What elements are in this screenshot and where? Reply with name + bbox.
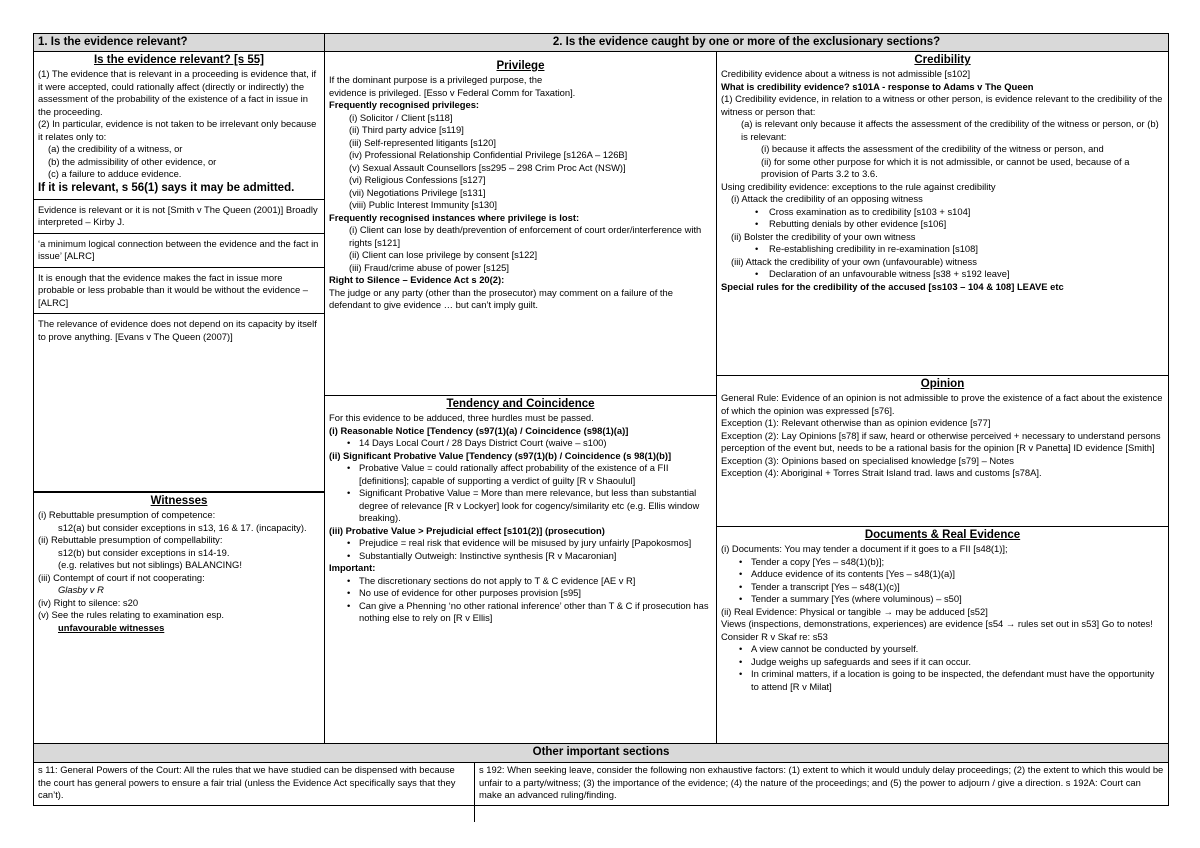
credibility-definition-i: (i) because it affects the assessment of the credibility of the witness or person, and bbox=[761, 143, 1104, 154]
privilege-section bbox=[324, 51, 717, 396]
credibility-definition: (1) Credibility evidence, in relation to a witness or other person, is evidence relevant to the credibility of the witness or person that: bbox=[721, 93, 1163, 117]
privilege-item: (i) Solicitor / Client [s118] bbox=[349, 111, 453, 123]
witness-contempt-case: Glasby v R bbox=[58, 584, 104, 595]
opinion-exception-3: Exception (3): Opinions based on specialised knowledge [s79] – Notes bbox=[721, 454, 1014, 466]
right-to-silence-text: The judge or any party (other than the prosecutor) may comment on a failure of the defendant to give evidence … but can’t imply guilt. bbox=[329, 286, 673, 310]
witness-compellability: (ii) Rebuttable presumption of compellability: bbox=[38, 534, 223, 545]
credibility-definition-ii: (ii) for some other purpose for which it is not admissible, or cannot be used, because of a provision of Parts 3.2 to 3.6. bbox=[761, 155, 1130, 179]
column-divider bbox=[474, 806, 475, 822]
documents-bullet: • Tender a copy [Yes – s48(1)(b)]; bbox=[721, 556, 1164, 569]
views-bullet: • In criminal matters, if a location is going to be inspected, the defendant must have the opportunity to attend [R v Milat] bbox=[721, 668, 1164, 693]
credibility-exception-2: (ii) Bolster the credibility of your own witness bbox=[731, 230, 916, 242]
privilege-item: (viii) Public Interest Immunity [s130] bbox=[349, 199, 497, 210]
witness-compellability-detail: s12(b) but consider exceptions in s14-19. bbox=[58, 546, 230, 558]
s55-item-c: (c) a failure to adduce evidence. bbox=[48, 168, 182, 179]
relevance-section bbox=[33, 51, 325, 492]
credibility-definition-a: (a) is relevant only because it affects the assessment of the credibility of the witness or person, or (b) is relevant: bbox=[741, 118, 1159, 142]
s56-admission-note: If it is relevant, s 56(1) says it may be admitted. bbox=[38, 181, 295, 194]
documents-bullet: • Adduce evidence of its contents [Yes – s48(1)(a)] bbox=[721, 568, 1164, 581]
tendency-hurdle-1: (i) Reasonable Notice [Tendency (s97(1)(a) / Coincidence (s98(1)(a)] bbox=[329, 424, 629, 436]
opinion-section bbox=[716, 375, 1169, 527]
witness-contempt: (iii) Contempt of court if not cooperating: bbox=[38, 571, 205, 583]
credibility-definition-title: What is credibility evidence? s101A - response to Adams v The Queen bbox=[721, 80, 1034, 92]
privilege-item: (vi) Religious Confessions [s127] bbox=[349, 174, 486, 185]
witness-examination: (v) See the rules relating to examination esp. bbox=[38, 609, 225, 620]
privilege-item: (vii) Negotiations Privilege [s131] bbox=[349, 186, 486, 198]
witness-competence-detail: s12(a) but consider exceptions in s13, 16 & 17. (incapacity). bbox=[58, 521, 307, 533]
credibility-exception-bullet: • Declaration of an unfavourable witness [s38 + s192 leave] bbox=[721, 268, 1164, 281]
credibility-rule: Credibility evidence about a witness is not admissible [s102] bbox=[721, 68, 971, 79]
tendency-intro: For this evidence to be adduced, three hurdles must be passed. bbox=[329, 412, 594, 423]
tendency-hurdle-3-bullet: • Substantially Outweigh: Instinctive synthesis [R v Macaronian] bbox=[329, 550, 712, 563]
documents-bullet: • Tender a transcript [Yes – s48(1)(c)] bbox=[721, 581, 1164, 594]
s192-section bbox=[474, 762, 1169, 806]
s55-item-a: (a) the credibility of a witness, or bbox=[48, 143, 183, 154]
documents-rule: (i) Documents: You may tender a document if it goes to a FII [s48(1)]; bbox=[721, 543, 1008, 554]
tendency-important-title: Important: bbox=[329, 562, 376, 573]
relevance-title: Is the evidence relevant? [s 55] bbox=[93, 54, 265, 66]
privilege-lost-item: (ii) Client can lose privilege by consent [s122] bbox=[349, 249, 538, 260]
real-evidence-rule: (ii) Real Evidence: Physical or tangible → may be adduced [s52] bbox=[721, 605, 988, 617]
witnesses-section bbox=[33, 492, 325, 744]
s11-text: s 11: General Powers of the Court: All the rules that we have studied can be dispensed with because the court has general powers to ensure a fair trial (unless the Evidence Act specifically says that they can’t). bbox=[38, 764, 456, 800]
credibility-exception-1: (i) Attack the credibility of an opposing witness bbox=[731, 193, 923, 204]
credibility-exceptions-title: Using credibility evidence: exceptions to the rule against credibility bbox=[721, 180, 996, 192]
credibility-exception-bullet: • Rebutting denials by other evidence [s106] bbox=[721, 218, 1164, 231]
s55-subsection-1: (1) The evidence that is relevant in a proceeding is evidence that, if it were accepted, could rationally affect (directly or indirectly) the assessment of the probability of the existence of a fact in issue in the proceeding. bbox=[38, 68, 317, 117]
privilege-lost-title: Frequently recognised instances where privilege is lost: bbox=[329, 211, 580, 223]
relevance-note-smith: Evidence is relevant or it is not [Smith v The Queen (2001)] Broadly interpreted – Kirby J. bbox=[38, 203, 318, 227]
relevance-header: 1. Is the evidence relevant? bbox=[33, 33, 325, 52]
tendency-section bbox=[324, 395, 717, 744]
credibility-exception-bullet: • Cross examination as to credibility [s103 + s104] bbox=[721, 206, 1164, 219]
documents-section bbox=[716, 526, 1169, 744]
s192-text: s 192: When seeking leave, consider the following non exhaustive factors: (1) extent to which it would unduly delay proceedings; (2) the extent to which this would be unfair to a party/witness; (3) the importance of the evidence; (4) the nature of the proceedings; and (5) the power to adjourn / give a direction. s 192A: Court can make an advanced ruling/finding. bbox=[479, 764, 1164, 800]
exclusionary-header: 2. Is the evidence caught by one or more of the exclusionary sections? bbox=[324, 33, 1169, 52]
witness-silence: (iv) Right to silence: s20 bbox=[38, 596, 139, 608]
tendency-hurdle-2-bullet: • Significant Probative Value = More than mere relevance, but less than substantial degree of relevance [R v Lockyer] look for cogency/similarity etc (e.g. Ellis window breaking). bbox=[329, 487, 712, 525]
opinion-exception-4: Exception (4): Aboriginal + Torres Strait Island trad. laws and customs [s78A]. bbox=[721, 467, 1042, 478]
documents-title: Documents & Real Evidence bbox=[864, 529, 1021, 541]
opinion-exception-2: Exception (2): Lay Opinions [s78] if saw, heard or otherwise perceived + necessary to understand persons perception of the event but, needs to be a rational basis for the opinion [R v Panetta] ID evidence [Smith] bbox=[721, 429, 1161, 453]
relevance-note-evans: The relevance of evidence does not depend on its capacity by itself to prove anything. [Evans v The Queen (2007)] bbox=[38, 318, 317, 342]
tendency-important-bullet: • The discretionary sections do not apply to T & C evidence [AE v R] bbox=[329, 575, 712, 588]
s11-section bbox=[33, 762, 475, 806]
documents-bullet: • Tender a summary [Yes (where voluminous) – s50] bbox=[721, 593, 1164, 606]
privilege-lost-item: (iii) Fraud/crime abuse of power [s125] bbox=[349, 261, 509, 273]
privilege-item: (iii) Self-represented litigants [s120] bbox=[349, 136, 496, 148]
credibility-exception-bullet: • Re-establishing credibility in re-examination [s108] bbox=[721, 243, 1164, 256]
witnesses-title: Witnesses bbox=[150, 495, 208, 507]
right-to-silence-title: Right to Silence – Evidence Act s 20(2): bbox=[329, 274, 505, 285]
witness-compellability-example: (e.g. relatives but not siblings) BALANCING! bbox=[58, 559, 242, 570]
views-rule: Views (inspections, demonstrations, experiences) are evidence [s54 → rules set out in s53] Go to notes! Consider R v Skaf re: s53 bbox=[721, 618, 1153, 642]
privilege-list-title: Frequently recognised privileges: bbox=[329, 99, 480, 110]
opinion-general-rule: General Rule: Evidence of an opinion is not admissible to prove the existence of a fact about the existence of which the opinion was expressed [s76]. bbox=[721, 392, 1163, 416]
privilege-item: (iv) Professional Relationship Confidential Privilege [s126A – 126B] bbox=[349, 149, 628, 160]
tendency-important-bullet: • Can give a Phenning ‘no other rational inference’ other than T & C if prosecution has nothing else to rely on [R v Ellis] bbox=[329, 600, 712, 625]
credibility-exception-3: (iii) Attack the credibility of your own (unfavourable) witness bbox=[731, 255, 977, 267]
views-bullet: • Judge weighs up safeguards and sees if it can occur. bbox=[721, 656, 1164, 669]
tendency-hurdle-2: (ii) Significant Probative Value [Tendency (s97(1)(b) / Coincidence (s 98(1)(b)] bbox=[329, 449, 672, 461]
opinion-exception-1: Exception (1): Relevant otherwise than as opinion evidence [s77] bbox=[721, 417, 991, 428]
s55-item-b: (b) the admissibility of other evidence, or bbox=[48, 155, 217, 167]
tendency-hurdle-1-bullet: • 14 Days Local Court / 28 Days District Court (waive – s100) bbox=[329, 437, 712, 450]
privilege-item: (ii) Third party advice [s119] bbox=[349, 124, 464, 135]
privilege-intro-2: evidence is privileged. [Esso v Federal Comm for Taxation]. bbox=[329, 86, 576, 98]
tendency-title: Tendency and Coincidence bbox=[446, 398, 595, 410]
tendency-important-bullet: • No use of evidence for other purposes provision [s95] bbox=[329, 587, 712, 600]
credibility-accused-rule: Special rules for the credibility of the accused [ss103 – 104 & 108] LEAVE etc bbox=[721, 280, 1064, 292]
relevance-note-probability: It is enough that the evidence makes the fact in issue more probable or less probable than it would be without the evidence – [ALRC] bbox=[38, 271, 308, 308]
tendency-hurdle-2-bullet: • Probative Value = could rationally affect probability of the existence of a FII [definitions]; capable of supporting a verdict of guilty [R v Shaoulul] bbox=[329, 462, 712, 487]
tendency-hurdle-3: (iii) Probative Value > Prejudicial effect [s101(2)] (prosecution) bbox=[329, 524, 605, 536]
privilege-lost-item: (i) Client can lose by death/prevention of enforcement of court order/interference with rights [s121] bbox=[349, 224, 702, 248]
privilege-item: (v) Sexual Assault Counsellors [ss295 – 298 Crim Proc Act (NSW)] bbox=[349, 161, 626, 173]
tendency-hurdle-3-bullet: • Prejudice = real risk that evidence will be misused by jury unfairly [Papokosmos] bbox=[329, 537, 712, 550]
credibility-section bbox=[716, 51, 1169, 376]
credibility-title: Credibility bbox=[914, 54, 971, 66]
witness-competence: (i) Rebuttable presumption of competence: bbox=[38, 509, 216, 520]
opinion-title: Opinion bbox=[920, 378, 965, 390]
other-sections-header: Other important sections bbox=[33, 743, 1169, 763]
relevance-note-logical-connection: ‘a minimum logical connection between the evidence and the fact in issue’ [ALRC] bbox=[38, 237, 319, 261]
privilege-title: Privilege bbox=[496, 60, 545, 72]
privilege-intro-1: If the dominant purpose is a privileged purpose, the bbox=[329, 74, 543, 85]
witness-unfavourable: unfavourable witnesses bbox=[58, 621, 165, 633]
views-bullet: • A view cannot be conducted by yourself. bbox=[721, 643, 1164, 656]
s55-subsection-2: (2) In particular, evidence is not taken to be irrelevant only because it relates only to: bbox=[38, 118, 317, 142]
